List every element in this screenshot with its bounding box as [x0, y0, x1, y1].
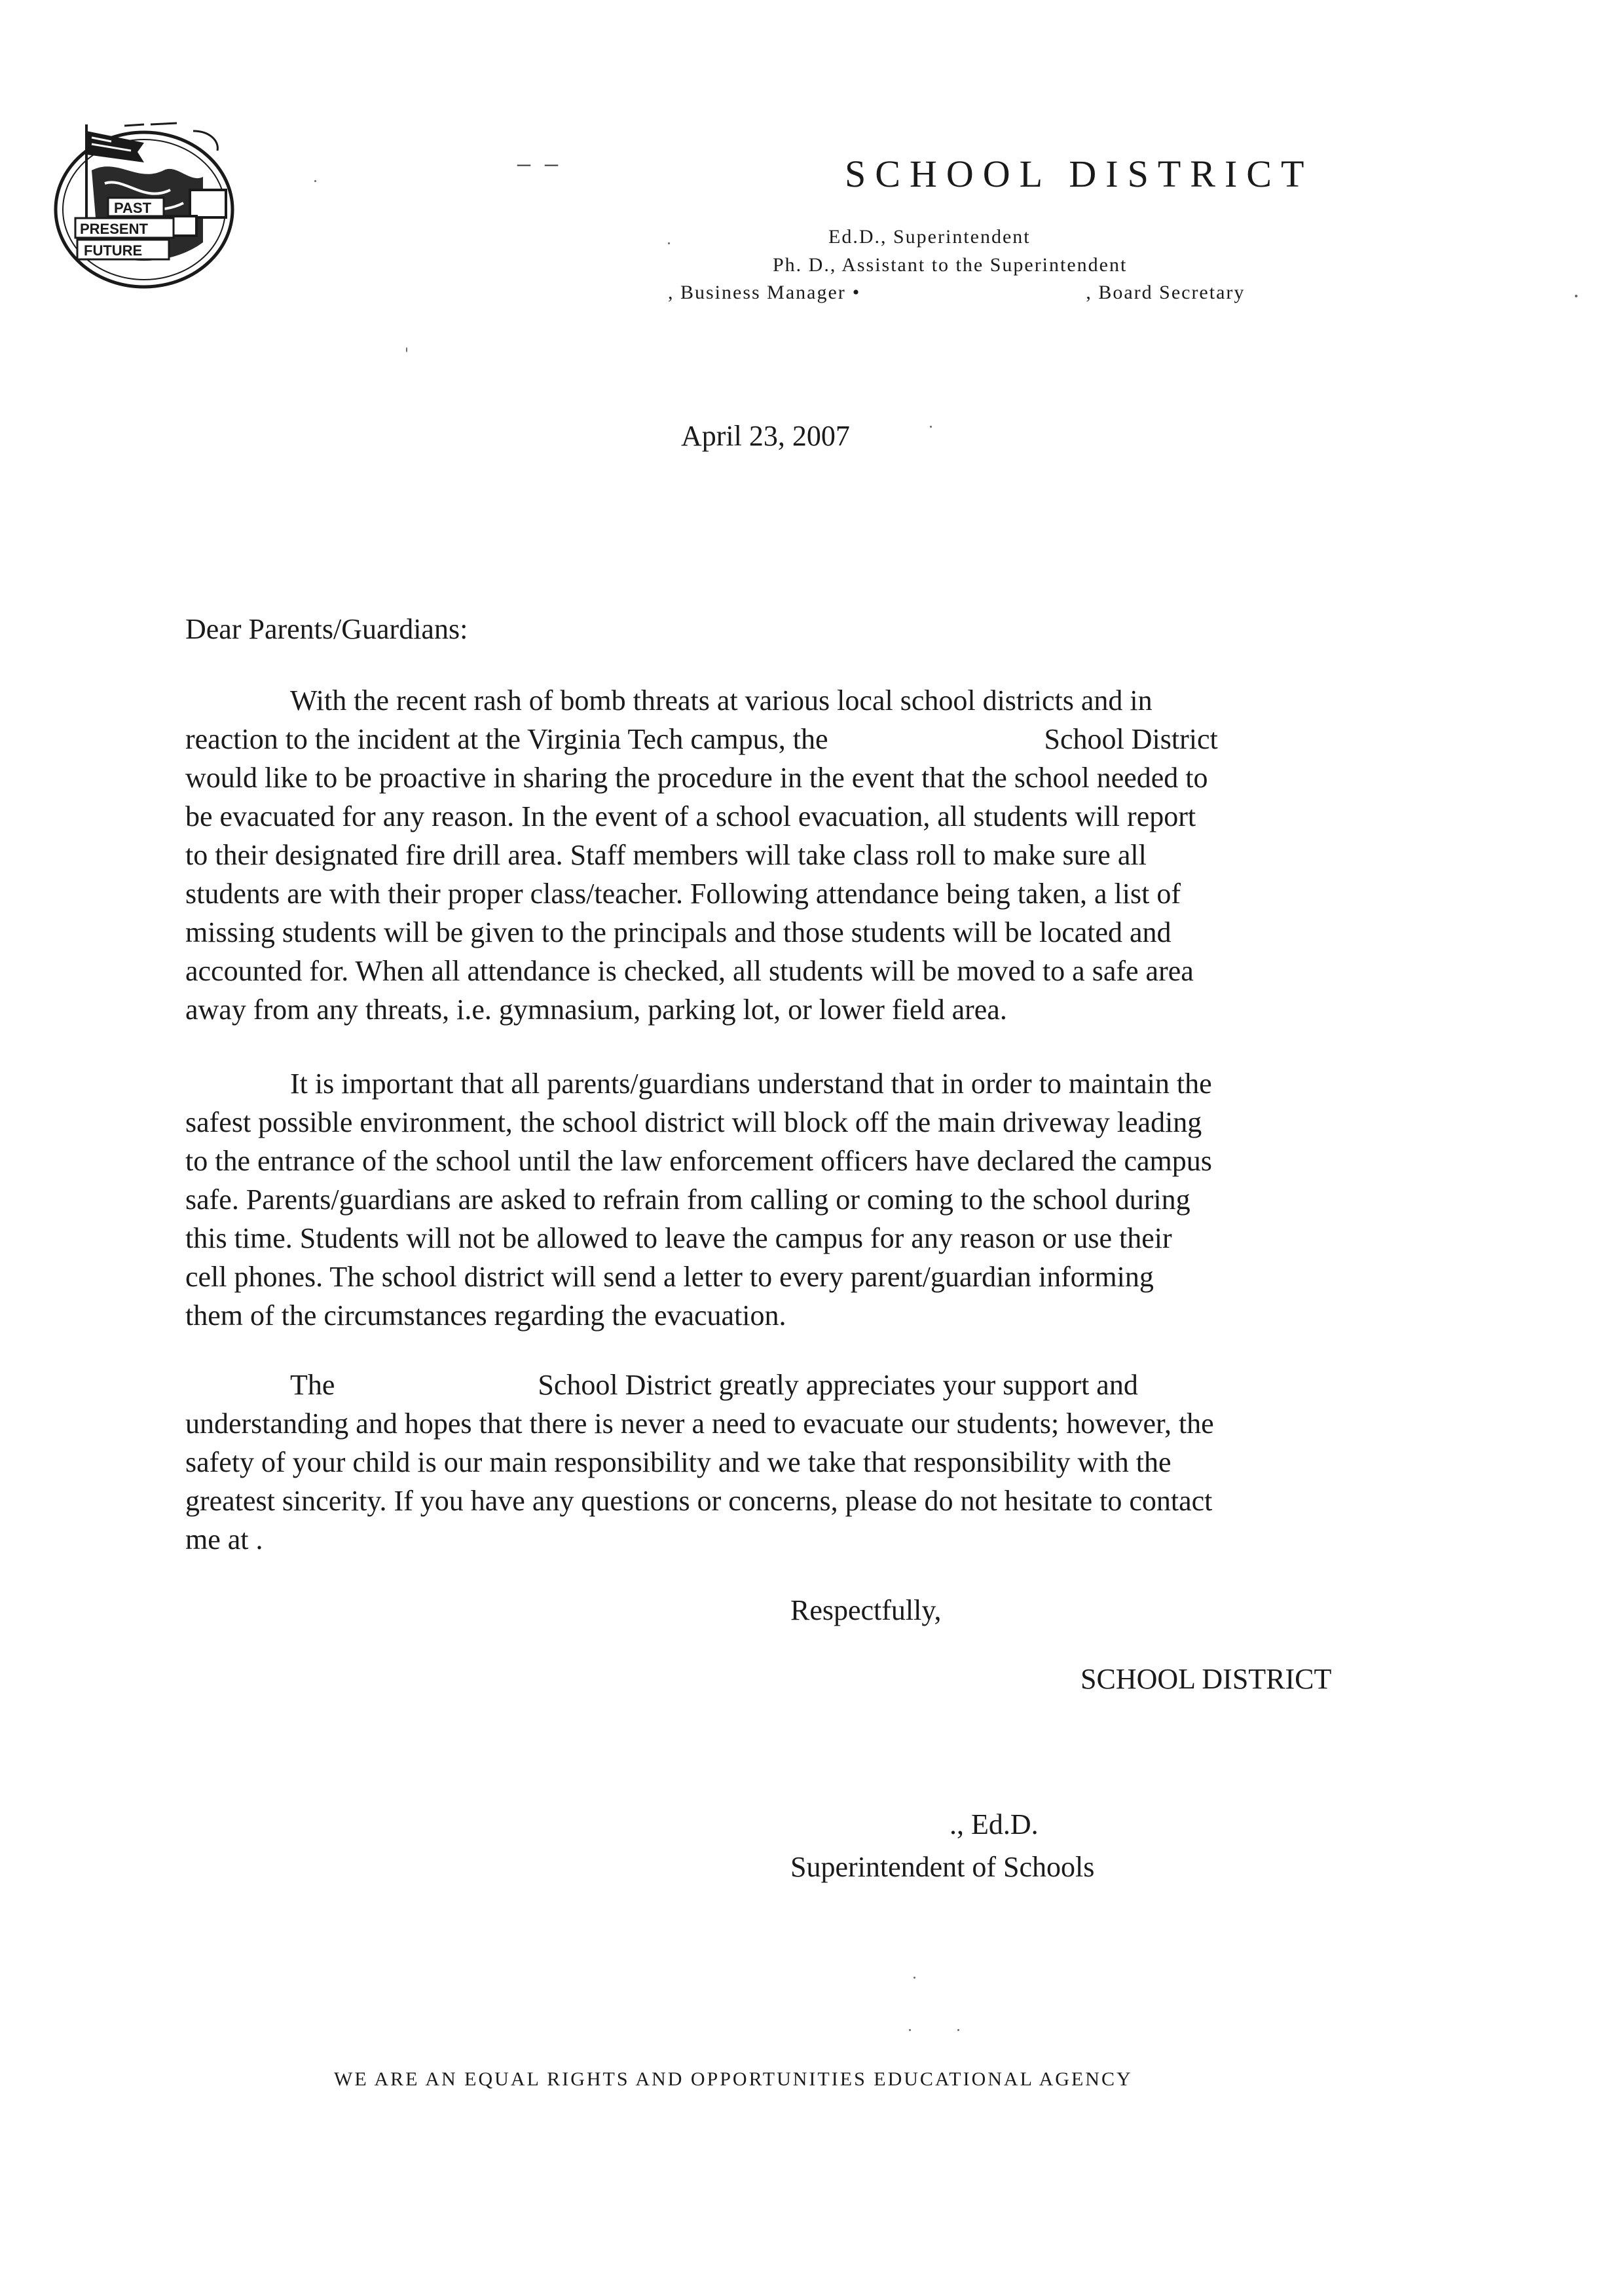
- paragraph-2: [185, 1064, 1377, 1335]
- paragraph-1: [185, 681, 1377, 1029]
- staff-line-3: [668, 282, 1245, 304]
- bullet-separator: •: [852, 282, 861, 303]
- paragraph-line: safest possible environment, the school district will block off the main driveway leading: [185, 1106, 1202, 1138]
- letter-date: April 23, 2007: [681, 420, 850, 452]
- paragraph-line: With the recent rash of bomb threats at various local school districts and in: [290, 684, 1153, 717]
- paragraph-line: me at .: [185, 1523, 263, 1556]
- paragraph-line: students are with their proper class/teacher. Following attendance being taken, a list of: [185, 878, 1181, 910]
- signature-organization: SCHOOL DISTRICT: [1080, 1663, 1332, 1695]
- paragraph-line: them of the circumstances regarding the evacuation.: [185, 1299, 786, 1332]
- district-logo-seal: [46, 111, 249, 295]
- paragraph-line: away from any threats, i.e. gymnasium, parking lot, or lower field area.: [185, 994, 1007, 1026]
- logo-text-present: PRESENT: [80, 221, 148, 237]
- paragraph-line: be evacuated for any reason. In the event of a school evacuation, all students will report: [185, 800, 1196, 832]
- paragraph-line: this time. Students will not be allowed to leave the campus for any reason or use their: [185, 1222, 1172, 1254]
- paragraph-line: to the entrance of the school until the law enforcement officers have declared the campus: [185, 1145, 1212, 1177]
- scan-speck: [930, 426, 932, 428]
- paragraph-line: safety of your child is our main responsibility and we take that responsibility with the: [185, 1446, 1172, 1478]
- paragraph-line: safe. Parents/guardians are asked to refrain from calling or coming to the school during: [185, 1184, 1190, 1216]
- paragraph-line: accounted for. When all attendance is checked, all students will be moved to a safe area: [185, 955, 1194, 987]
- letter-salutation: Dear Parents/Guardians:: [185, 613, 468, 645]
- paragraph-line: missing students will be given to the principals and those students will be located and: [185, 916, 1172, 948]
- logo-text-future: FUTURE: [84, 242, 143, 259]
- staff-business-manager: , Business Manager: [668, 282, 846, 303]
- scan-speck: [957, 2029, 959, 2031]
- scan-speck: [909, 2029, 911, 2031]
- staff-assistant: Ph. D., Assistant to the Superintendent: [773, 254, 1128, 276]
- footer-agency-statement: WE ARE AN EQUAL RIGHTS AND OPPORTUNITIES EDUCATIONAL AGENCY: [334, 2068, 1133, 2090]
- staff-superintendent: Ed.D., Superintendent: [828, 226, 1031, 248]
- logo-text-past: PAST: [114, 200, 152, 216]
- paragraph-line: It is important that all parents/guardians understand that in order to maintain the: [290, 1068, 1212, 1100]
- signature-name: ., Ed.D.: [950, 1808, 1039, 1840]
- staff-board-secretary: , Board Secretary: [1086, 282, 1246, 303]
- letterhead-district-name: SCHOOL DISTRICT: [845, 153, 1314, 195]
- scan-speck: [1575, 295, 1578, 297]
- paragraph-line: cell phones. The school district will send a letter to every parent/guardian informing: [185, 1261, 1154, 1293]
- paragraph-line: greatest sincerity. If you have any questions or concerns, please do not hesitate to contact: [185, 1485, 1213, 1517]
- paragraph-line: The School District greatly appreciates your support and: [290, 1369, 1138, 1401]
- scan-speck: [913, 1977, 915, 1979]
- paragraph-line: reaction to the incident at the Virginia Tech campus, the School District: [185, 723, 1218, 755]
- scan-speck: [668, 242, 670, 244]
- letterhead-dash: – –: [517, 148, 562, 177]
- paragraph-line: to their designated fire drill area. Staff members will take class roll to make sure all: [185, 839, 1147, 871]
- scan-speck: [314, 180, 316, 182]
- paragraph-line: understanding and hopes that there is never a need to evacuate our students; however, the: [185, 1407, 1214, 1440]
- letter-closing: Respectfully,: [790, 1594, 942, 1626]
- scan-speck: [406, 347, 407, 352]
- paragraph-3: [185, 1366, 1377, 1559]
- signature-title: Superintendent of Schools: [790, 1851, 1095, 1883]
- paragraph-line: would like to be proactive in sharing the procedure in the event that the school needed to: [185, 762, 1208, 794]
